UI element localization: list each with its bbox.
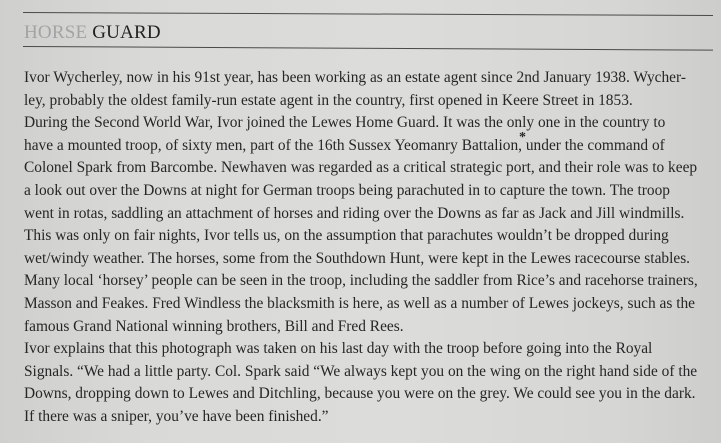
bottom-rule-divider bbox=[23, 46, 713, 51]
text-line: wet/windy weather. The horses, some from the Southdown Hunt, were kept in the Lewes racecourse stables. bbox=[24, 249, 691, 267]
text-line: a look out over the Downs at night for German troops being parachuted in to capture the town. The troop bbox=[24, 181, 670, 199]
text-line: If there was a sniper, you’ve have been finished.” bbox=[24, 407, 329, 425]
text-segment: under the command of bbox=[525, 136, 665, 154]
text-segment: have a mounted troop, of sixty men, part of the 16th Sussex Yeomanry Battalion, bbox=[24, 136, 522, 154]
section-heading bbox=[24, 22, 161, 44]
text-line: Ivor Wycherley, now in his 91st year, has been working as an estate agent since 2nd January 1938. Wycher- bbox=[24, 69, 686, 86]
text-line: Signals. “We had a little party. Col. Spark said “We always kept you on the wing on the right hand side of the bbox=[24, 362, 698, 380]
text-line: Downs, dropping down to Lewes and Ditchling, because you were on the grey. We could see you in the dark. bbox=[24, 385, 696, 403]
top-rule-divider bbox=[23, 12, 713, 16]
text-line: went in rotas, saddling an attachment of horses and riding over the Downs as far as Jack and Jill windmills. bbox=[24, 204, 685, 222]
text-line: Ivor explains that this photograph was taken on his last day with the troop before going into the Royal bbox=[24, 340, 653, 358]
article-body bbox=[24, 67, 716, 429]
text-line: Masson and Feakes. Fred Windless the blacksmith is here, as well as a number of Lewes jockeys, such as the bbox=[24, 294, 695, 312]
text-line: This was only on fair nights, Ivor tells us, on the assumption that parachutes wouldn’t be dropped during bbox=[24, 227, 669, 245]
text-line: During the Second World War, Ivor joined the Lewes Home Guard. It was the only one in the country to bbox=[24, 114, 666, 132]
text-line-with-footnote: have a mounted troop, of sixty men, part of the 16th Sussex Yeomanry Battalion,* under the command of bbox=[24, 129, 665, 154]
text-line: ley, probably the oldest family-run estate agent in the country, first opened in Keere Street in 1853. bbox=[24, 91, 633, 109]
text-line: Colonel Spark from Barcombe. Newhaven was regarded as a critical strategic port, and their role was to keep bbox=[24, 159, 698, 177]
text-line: famous Grand National winning brothers, Bill and Fred Rees. bbox=[24, 317, 404, 335]
text-line: Many local ‘horsey’ people can be seen in the troop, including the saddler from Rice’s and racehorse trainers, bbox=[24, 272, 698, 290]
heading-word-horse: HORSE bbox=[24, 22, 88, 43]
heading-word-guard: GUARD bbox=[92, 22, 161, 43]
